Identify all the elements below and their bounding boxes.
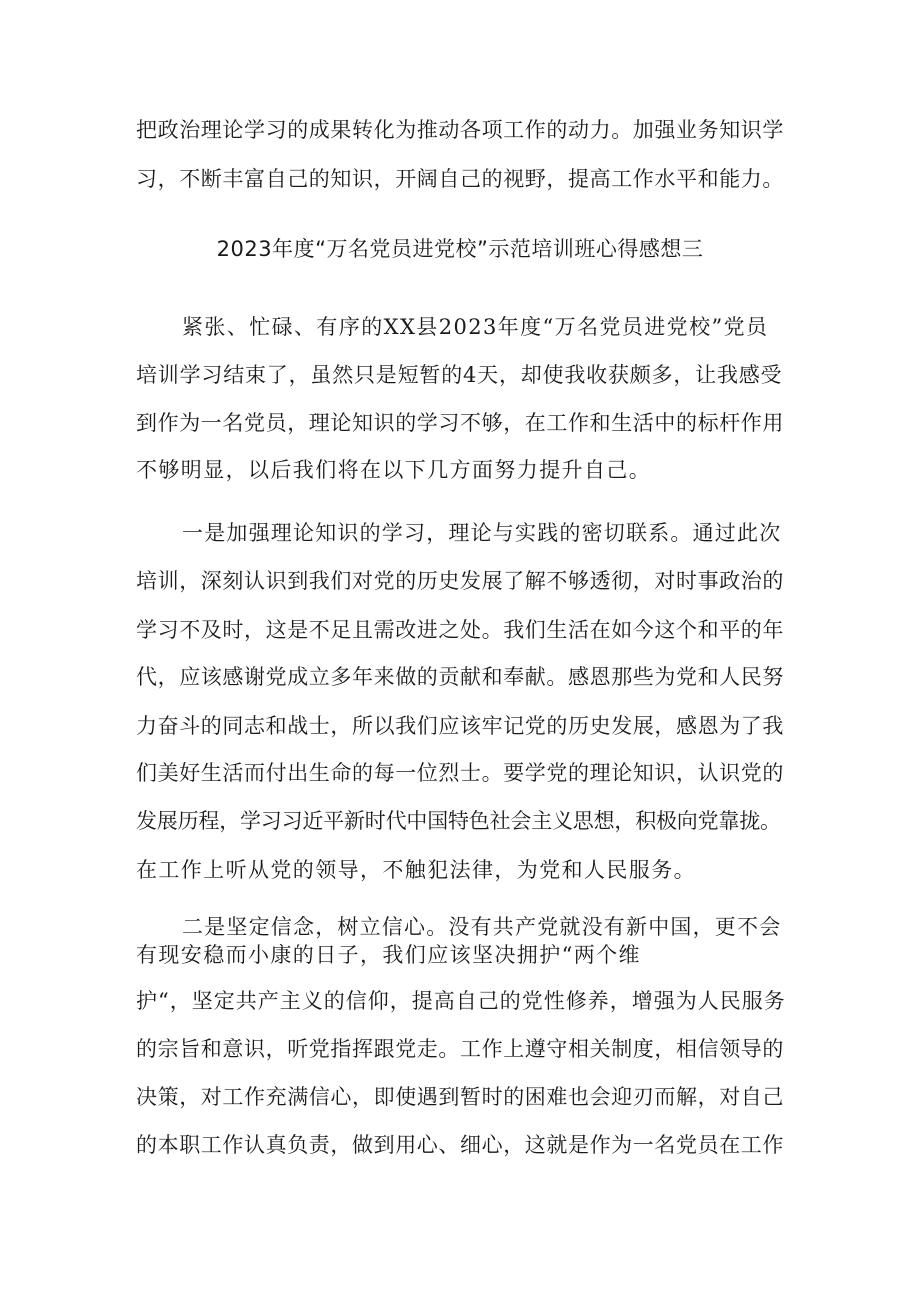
text-line: 力奋斗的同志和战士，所以我们应该牢记党的历史发展，感恩为了我 <box>136 714 784 738</box>
text-line: 有现安稳而小康的日子，我们应该坚决拥护“两个维 <box>136 943 641 967</box>
text-line: 的宗旨和意识，听党指挥跟党走。工作上遵守相关制度，相信领导的 <box>136 1037 784 1061</box>
text-line: 决策，对工作充满信心，即使遇到暂时的困难也会迎刃而解，对自己 <box>136 1085 784 1109</box>
text-line: 紧张、忙碌、有序的XX县2023年度“万名党员进党校”党员 <box>182 315 769 339</box>
text-line: 到作为一名党员，理论知识的学习不够，在工作和生活中的标杆作用 <box>136 411 784 435</box>
section-title: 2023年度“万名党员进党校”示范培训班心得感想三 <box>216 237 704 261</box>
text-line: 护“，坚定共产主义的信仰，提高自己的党性修养，增强为人民服务 <box>136 989 786 1013</box>
text-line: 把政治理论学习的成果转化为推动各项工作的动力。加强业务知识学 <box>136 118 784 142</box>
text-line: 们美好生活而付出生命的每一位烈士。要学党的理论知识，认识党的 <box>136 761 784 785</box>
text-line: 学习不及时，这是不足且需改进之处。我们生活在如今这个和平的年 <box>136 618 784 642</box>
text-line: 培训学习结束了，虽然只是短暂的4天，却使我收获颇多，让我感受 <box>136 363 783 387</box>
text-line: 代，应该感谢党成立多年来做的贡献和奉献。感恩那些为党和人民努 <box>136 665 784 689</box>
text-line: 不够明显，以后我们将在以下几方面努力提升自己。 <box>136 458 652 482</box>
text-line: 二是坚定信念，树立信心。没有共产党就没有新中国，更不会 <box>182 915 782 939</box>
text-line: 发展历程，学习习近平新时代中国特色社会主义思想，积极向党靠拢。 <box>136 809 781 833</box>
text-line: 习，不断丰富自己的知识，开阔自己的视野，提高工作水平和能力。 <box>136 167 784 191</box>
text-line: 培训，深刻认识到我们对党的历史发展了解不够透彻，对时事政治的 <box>136 569 784 593</box>
text-line: 一是加强理论知识的学习，理论与实践的密切联系。通过此次 <box>182 521 782 545</box>
text-line: 在工作上听从党的领导，不触犯法律，为党和人民服务。 <box>136 858 696 882</box>
text-line: 的本职工作认真负责，做到用心、细心，这就是作为一名党员在工作 <box>136 1133 784 1157</box>
